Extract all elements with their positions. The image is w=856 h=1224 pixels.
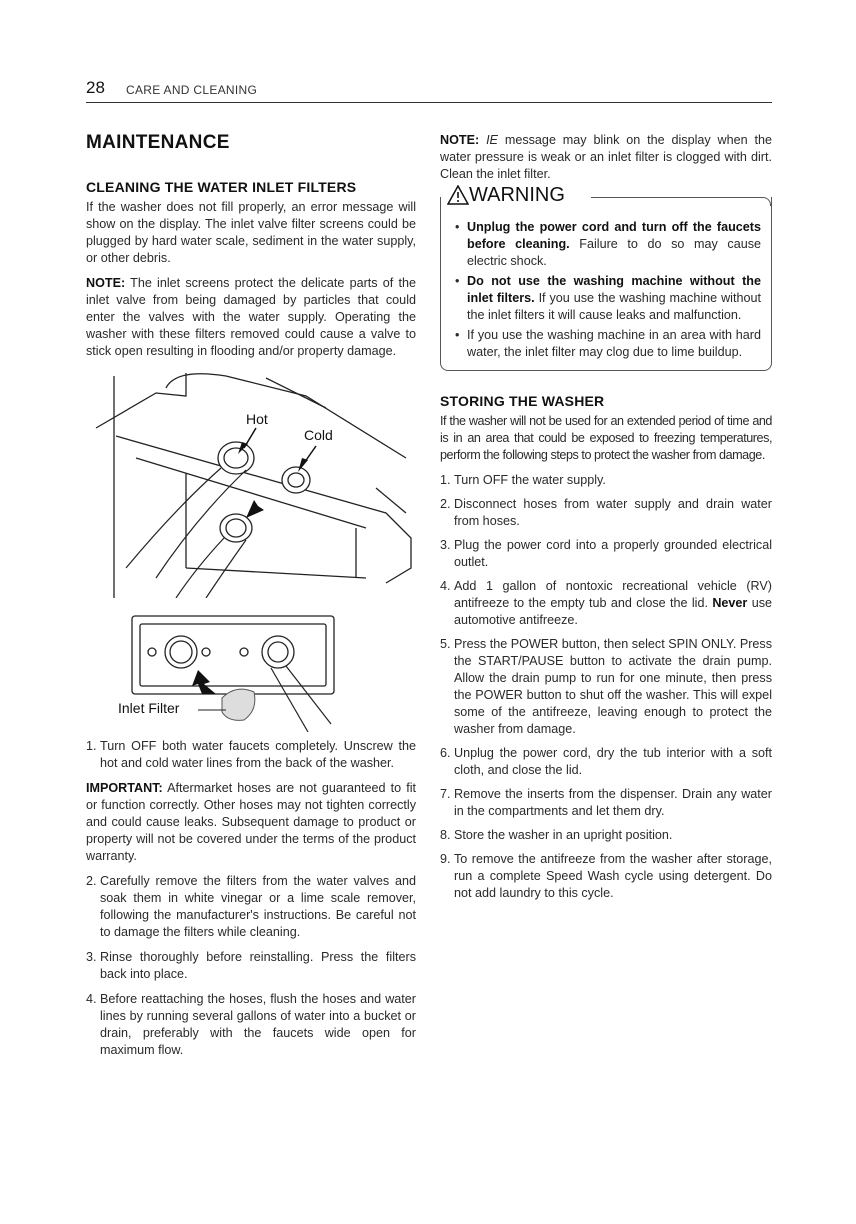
ie-note-label: NOTE: (440, 133, 480, 147)
clean-step-2: 2. Carefully remove the filters from the water valves and soak them in white vinegar or a lime scale remover, following the manufacturer's instructions. Be careful not to damage the filters while cleaning. (86, 874, 416, 939)
note-paragraph (86, 275, 416, 360)
store-step-9: 9. To remove the antifreeze from the washer after storage, run a complete Speed Wash cycle using detergent. Do not add laundry to this cycle. (440, 852, 772, 900)
store-step-2: 2. Disconnect hoses from water supply and drain water from hoses. (440, 497, 772, 528)
ie-note-text: message may blink on the display when the water pressure is weak or an inlet filter is clogged with dirt. Clean the inlet filter. (440, 133, 773, 181)
intro-paragraph: If the washer does not fill properly, an error message will show on the display. The inlet valve filter screens could be plugged by hard water scale, sediment in the water supply, or other debris. (86, 200, 416, 265)
store-step-7: 7. Remove the inserts from the dispenser. Drain any water in the compartments and let them dry. (440, 787, 772, 818)
page-header (86, 80, 772, 103)
right-column (440, 132, 772, 909)
store-step-6: 6. Unplug the power cord, dry the tub interior with a soft cloth, and close the lid. (440, 746, 772, 777)
warning-item: • Do not use the washing machine without the inlet filters. If you use the washing machine without the inlet filters it will cause leaks and malfunction. (455, 274, 761, 322)
page-title: MAINTENANCE (86, 132, 230, 153)
hose-illustration (86, 368, 416, 598)
warning-item: • If you use the washing machine in an area with hard water, the inlet filter may clog due to lime buildup. (455, 328, 761, 359)
clean-step-1: 1. Turn OFF both water faucets completely. Unscrew the hot and cold water lines from the back of the washer. (86, 739, 416, 770)
subtitle-inlet-filters: CLEANING THE WATER INLET FILTERS (86, 179, 357, 195)
important-label: IMPORTANT: (86, 781, 163, 795)
note-label: NOTE: (86, 276, 126, 290)
storing-intro: If the washer will not be used for an extended period of time and is in an area that could be exposed to freezing temperatures, perform the following steps to protect the washer from damage. (440, 414, 772, 462)
ie-note-paragraph (440, 132, 772, 183)
subtitle-storing: STORING THE WASHER (440, 393, 605, 409)
warning-box (440, 183, 772, 371)
cold-label: Cold (304, 427, 333, 443)
warning-triangle-icon (447, 185, 469, 205)
warning-item: • Unplug the power cord and turn off the faucets before cleaning. Failure to do so may cause electric shock. (455, 220, 762, 268)
store-step-3: 3. Plug the power cord into a properly grounded electrical outlet. (440, 538, 772, 569)
warning-title: WARNING (447, 185, 569, 205)
left-column (86, 128, 416, 1067)
store-step-4: 4. Add 1 gallon of nontoxic recreational vehicle (RV) antifreeze to the empty tub and close the lid. Never use automotive antifreeze. (440, 579, 772, 627)
important-paragraph (86, 780, 416, 865)
store-step-5: 5. Press the POWER button, then select SPIN ONLY. Press the START/PAUSE button to activate the drain pump. Allow the drain pump to run for one minute, then press the POWER button to shut off the washer. This will expel some of the antifreeze, leaving enough to protect the washer from damage. (440, 637, 773, 736)
inlet-filter-illustration (86, 614, 416, 732)
clean-step-4: 4. Before reattaching the hoses, flush the hoses and water lines by running several gallons of water into a bucket or drain, preferably with the faucets wide open for maximum flow. (86, 992, 416, 1057)
section-label: CARE AND CLEANING (126, 83, 258, 97)
inlet-filter-label: Inlet Filter (118, 700, 180, 716)
clean-step-3: 3. Rinse thoroughly before reinstalling. Press the filters back into place. (86, 950, 416, 981)
hot-label: Hot (246, 411, 268, 427)
store-step-1: 1. Turn OFF the water supply. (440, 473, 606, 487)
note-text: The inlet screens protect the delicate parts of the inlet valve from being damaged by particles that could enter the valves with the water supply. Operating the washer with these filters removed could cause a valve to stick open resulting in flooding and/or property damage. (86, 276, 416, 358)
important-text: Aftermarket hoses are not guaranteed to fit or function correctly. Other hoses may not tighten correctly and could cause leaks. Subsequent damage to product or property will not be covered under the terms of the product warranty. (86, 781, 416, 863)
store-step-8: 8. Store the washer in an upright position. (440, 828, 673, 842)
page-number: 28 (86, 78, 105, 97)
ie-code: IE (486, 133, 498, 147)
